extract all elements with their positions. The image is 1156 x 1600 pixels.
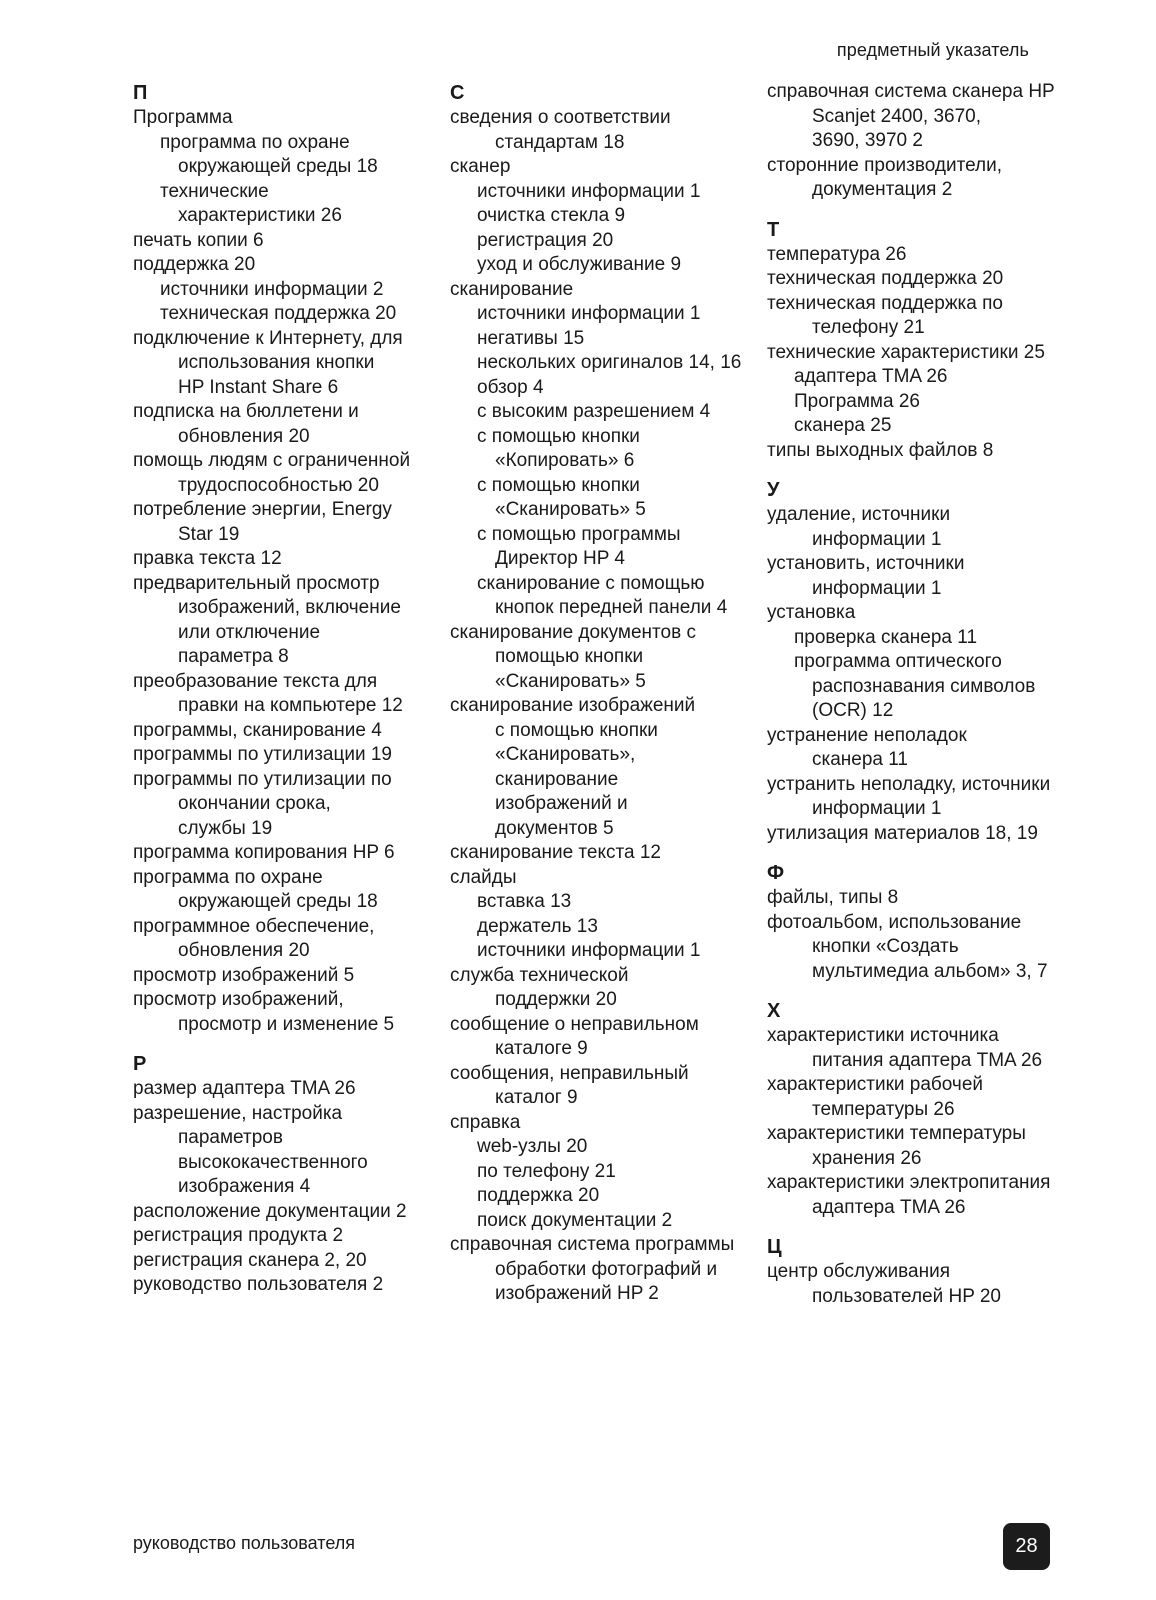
index-entry-continuation: сканера 11 [812,749,908,770]
index-entry [133,229,433,254]
index-entry [133,719,433,744]
index-entry [133,1077,433,1102]
index-entry-continuation: хранения 26 [812,1147,922,1169]
index-entry [133,1200,433,1225]
index-entry-continuation: температуры 26 [812,1098,955,1120]
index-entry-text: руководство пользователя 2 [133,1274,384,1295]
index-entry-text: установить, источники [767,553,965,574]
index-entry [450,694,750,841]
index-entry [133,400,433,449]
index-subentry [450,1184,750,1209]
index-entry-continuation: кнопки «Создать [812,936,959,957]
index-subentry [450,253,750,278]
index-subentry [450,351,750,376]
index-entry-continuation: поддержки 20 [495,989,617,1010]
index-entry [450,1111,750,1136]
index-entry [450,841,750,866]
index-entry-text: устранение неполадок [767,724,967,746]
index-entry-text: сканирование [450,278,574,300]
index-entry [767,341,1067,366]
index-entry-text: типы выходных файлов 8 [767,439,994,461]
index-entry-continuation: изображений HP 2 [495,1283,659,1304]
index-section-letter: С [450,82,465,104]
index-subentry [450,1135,750,1160]
index-entry-text: Программа 26 [794,390,920,412]
index-entry [767,552,1067,601]
index-subentry [450,572,750,621]
index-entry-text: техническая поддержка по [767,292,1003,314]
index-entry-continuation: службы 19 [178,817,273,839]
index-entry [767,1073,1067,1122]
index-entry-continuation: сканирование [495,768,619,790]
index-entry [450,1062,750,1111]
index-entry [767,1122,1067,1171]
index-entry-text: устранить неполадку, источники [767,773,1051,795]
index-entry [133,841,433,866]
index-column-3 [767,80,1067,1309]
index-entry-text: предварительный просмотр [133,572,380,594]
index-entry [767,1260,1067,1309]
index-entry-text: технические [160,180,269,202]
index-entry-text: по телефону 21 [477,1160,616,1182]
index-entry [767,601,1067,626]
index-entry-continuation: «Сканировать», [495,744,636,765]
index-entry-continuation: документация 2 [812,179,953,200]
index-entry [450,106,750,155]
index-entry-text: просмотр изображений, [133,989,344,1010]
index-entry-text: сканирование изображений [450,695,696,716]
index-entry-text: сведения о соответствии [450,107,671,128]
index-subentry [450,915,750,940]
index-entry-continuation: Директор HP 4 [495,548,625,569]
index-entry-text: справка [450,1111,521,1133]
index-entry-text: очистка стекла 9 [477,205,626,226]
index-entry [133,1273,433,1298]
index-entry [133,1249,433,1274]
index-subentry [450,1209,750,1234]
index-entry-text: служба технической [450,964,629,986]
index-entry-text: программа оптического [794,651,1002,672]
index-entry-text: утилизация материалов 18, 19 [767,822,1038,844]
index-entry-text: печать копии 6 [133,229,264,251]
index-entry-text: справочная система сканера HP [767,81,1055,102]
index-entry-text: нескольких оригиналов 14, 16 [477,352,742,373]
index-entry-text: с помощью кнопки [477,474,640,496]
index-entry-text: файлы, типы 8 [767,887,899,908]
index-entry-text: поддержка 20 [477,1185,600,1206]
index-entry-text: адаптера TMA 26 [794,366,948,387]
index-subentry [450,425,750,474]
index-entry-continuation: каталог 9 [495,1087,578,1108]
index-entry-text: источники информации 1 [477,303,701,324]
index-entry [767,267,1067,292]
index-entry-text: сообщение о неправильном [450,1013,699,1035]
index-entry-continuation: мультимедиа альбом» 3, 7 [812,960,1048,982]
index-entry-text: характеристики источника [767,1025,999,1046]
index-entry-continuation: стандартам 18 [495,131,625,153]
index-entry-text: удаление, источники [767,504,951,525]
index-entry-text: преобразование текста для [133,670,378,692]
index-entry-text: сторонние производители, [767,154,1003,176]
index-entry-text: разрешение, настройка [133,1102,343,1124]
index-entry-continuation: информации 1 [812,577,942,599]
index-entry-continuation: правки на компьютере 12 [178,695,403,716]
index-subentry [133,278,433,303]
index-entry-text: технические характеристики 25 [767,341,1045,363]
index-section-letter: П [133,82,148,104]
index-entry-text: просмотр изображений 5 [133,964,355,986]
index-entry-text: программы, сканирование 4 [133,719,382,741]
index-entry-text: с высоким разрешением 4 [477,401,711,422]
index-entry-text: характеристики температуры [767,1123,1026,1144]
index-entry [767,724,1067,773]
index-entry-text: сообщения, неправильный [450,1062,689,1084]
index-subentry [133,180,433,229]
index-entry-continuation: каталоге 9 [495,1038,588,1059]
index-entry [767,886,1067,911]
index-subentry [767,390,1067,415]
index-entry-continuation: использования кнопки [178,352,375,373]
index-entry [767,911,1067,985]
index-entry-text: сканирование с помощью [477,572,705,594]
index-entry [450,964,750,1013]
index-entry-text: источники информации 1 [477,180,701,202]
index-entry [133,988,433,1037]
index-entry-text: сканирование текста 12 [450,842,661,863]
index-entry-continuation: обработки фотографий и [495,1258,718,1280]
index-entry-continuation: окончании срока, [178,793,331,814]
index-entry-text: программа по охране [133,866,323,888]
index-entry [767,154,1067,203]
index-entry [767,243,1067,268]
index-entry [133,1102,433,1200]
index-subentry [450,400,750,425]
index-entry-continuation: «Сканировать» 5 [495,499,646,520]
index-entry-continuation: «Копировать» 6 [495,450,635,471]
index-entry-text: фотоальбом, использование [767,911,1022,933]
index-entry-text: температура 26 [767,243,907,265]
index-entry [767,439,1067,464]
index-subentry [450,229,750,254]
index-entry-text: расположение документации 2 [133,1200,407,1222]
index-subentry [450,180,750,205]
index-entry [450,278,750,303]
index-entry [767,292,1067,341]
index-subentry [450,1160,750,1185]
index-entry [767,80,1067,154]
index-entry [767,503,1067,552]
index-subentry [133,131,433,180]
index-entry-continuation: параметров [178,1127,283,1148]
index-entry [767,1024,1067,1073]
index-entry-text: центр обслуживания [767,1261,950,1282]
index-section-letter: Ф [767,862,785,884]
index-entry-continuation: изображений и [495,793,628,814]
index-entry [450,155,750,180]
index-entry-continuation: обновления 20 [178,425,310,447]
index-column-2 [450,80,750,1307]
index-subentry [767,650,1067,724]
index-entry [133,327,433,401]
index-entry-continuation: распознавания символов [812,675,1036,697]
page-number-badge: 28 [1003,1523,1050,1570]
index-entry [133,253,433,278]
index-subentry [450,204,750,229]
index-entry [133,768,433,842]
index-entry-continuation: информации 1 [812,798,942,819]
index-subentry [450,376,750,401]
index-entry-continuation: изображения 4 [178,1176,311,1197]
index-entry-text: уход и обслуживание 9 [477,254,682,275]
index-section-letter: У [767,479,780,501]
index-entry-text: держатель 13 [477,915,598,937]
index-entry-continuation: окружающей среды 18 [178,156,378,177]
index-entry-continuation: помощью кнопки [495,646,644,667]
index-entry [133,449,433,498]
index-entry [133,106,433,131]
index-entry-continuation: 3690, 3970 2 [812,130,923,151]
index-entry-text: подключение к Интернету, для [133,327,403,349]
index-subentry [450,523,750,572]
index-entry-text: негативы 15 [477,327,585,349]
index-entry-continuation: окружающей среды 18 [178,891,378,912]
index-entry [133,866,433,915]
index-entry-text: поддержка 20 [133,254,256,275]
index-entry-text: программы по утилизации 19 [133,744,392,765]
index-entry [450,621,750,695]
index-entry-text: регистрация продукта 2 [133,1225,344,1246]
index-entry [133,498,433,547]
index-entry-text: подписка на бюллетени и [133,401,359,422]
index-entry-text: слайды [450,866,517,888]
index-entry-text: сканирование документов с [450,621,696,643]
index-entry-continuation: Star 19 [178,523,240,545]
index-entry [133,670,433,719]
index-section-letter: Х [767,1000,781,1022]
index-column-1 [133,80,433,1298]
index-entry [450,866,750,891]
index-entry [767,1171,1067,1220]
index-entry-text: сканер [450,156,511,177]
index-subentry [450,939,750,964]
index-entry-text: программа по охране [160,131,350,153]
index-entry-text: с помощью программы [477,523,681,545]
index-subentry [450,327,750,352]
index-entry-continuation: характеристики 26 [178,205,342,226]
index-section-letter: Ц [767,1236,782,1258]
index-entry-continuation: с помощью кнопки [495,719,658,741]
index-subentry [767,626,1067,651]
index-subentry [133,302,433,327]
index-entry-text: техническая поддержка 20 [160,303,397,324]
index-entry [133,743,433,768]
index-entry-text: помощь людям с ограниченной [133,450,411,471]
index-entry-continuation: Scanjet 2400, 3670, [812,105,982,127]
index-entry-continuation: информации 1 [812,528,942,550]
index-entry [767,773,1067,822]
index-entry-text: вставка 13 [477,891,572,912]
index-entry-text: источники информации 1 [477,940,701,961]
index-subentry [767,365,1067,390]
index-entry-continuation: адаптера TMA 26 [812,1196,966,1218]
index-section-letter: Т [767,218,780,241]
index-entry-continuation: телефону 21 [812,317,925,338]
index-section-letter: Р [133,1053,147,1075]
index-entry-continuation: документов 5 [495,817,614,839]
index-entry [767,822,1067,847]
index-entry [133,915,433,964]
index-entry [450,1233,750,1307]
index-entry-text: регистрация 20 [477,229,614,251]
index-entry-continuation: пользователей HP 20 [812,1285,1001,1307]
index-entry-continuation: параметра 8 [178,646,289,667]
index-entry-text: характеристики рабочей [767,1074,984,1095]
index-entry-text: размер адаптера TMA 26 [133,1078,356,1099]
index-entry-continuation: «Сканировать» 5 [495,670,646,692]
index-subentry [767,414,1067,439]
running-header: предметный указатель [836,40,1029,60]
index-entry [450,1013,750,1062]
index-entry-text: сканера 25 [794,415,892,436]
index-entry-text: потребление энергии, Energy [133,499,392,520]
index-entry [133,1224,433,1249]
index-entry-text: установка [767,602,856,623]
index-subentry [450,302,750,327]
index-entry-text: регистрация сканера 2, 20 [133,1249,367,1271]
index-entry-text: Программа [133,107,233,128]
index-entry-continuation: просмотр и изменение 5 [178,1013,395,1035]
index-entry-continuation: высококачественного [178,1151,368,1173]
index-entry-text: проверка сканера 11 [794,626,978,648]
index-entry-continuation: трудоспособностью 20 [178,474,379,496]
index-entry-text: программа копирования HP 6 [133,842,395,863]
index-entry-continuation: питания адаптера TMA 26 [812,1049,1043,1071]
index-entry-continuation: (OCR) 12 [812,700,894,721]
index-entry [133,964,433,989]
index-subentry [450,890,750,915]
index-entry-text: характеристики электропитания [767,1172,1051,1193]
index-entry-text: программы по утилизации по [133,768,392,790]
index-entry-continuation: обновления 20 [178,940,310,961]
index-subentry [450,474,750,523]
index-entry-continuation: или отключение [178,621,321,643]
footer-title: руководство пользователя [133,1533,355,1553]
index-entry-continuation: HP Instant Share 6 [178,376,339,398]
index-entry-text: web-узлы 20 [477,1136,588,1157]
index-entry-text: источники информации 2 [160,278,384,300]
index-entry-continuation: кнопок передней панели 4 [495,597,728,618]
index-entry-text: поиск документации 2 [477,1209,673,1231]
index-entry-text: обзор 4 [477,376,544,398]
index-entry [133,547,433,572]
index-entry-continuation: изображений, включение [178,597,401,618]
index-entry-text: с помощью кнопки [477,425,640,447]
index-entry-text: справочная система программы [450,1234,735,1255]
index-entry-text: правка текста 12 [133,548,282,569]
index-entry-text: программное обеспечение, [133,915,375,937]
index-entry [133,572,433,670]
index-entry-text: техническая поддержка 20 [767,268,1004,289]
